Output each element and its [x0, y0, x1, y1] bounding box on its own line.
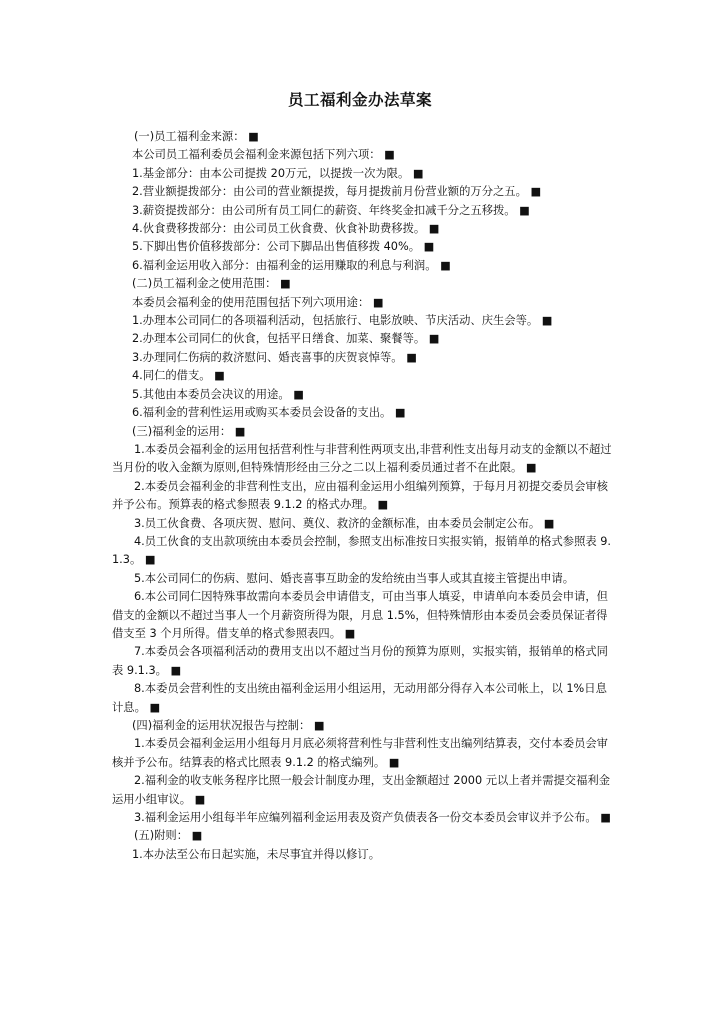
paragraph: 2.办理本公司同仁的伙食，包括平日缮食、加菜、聚餐等。 ■: [132, 332, 440, 346]
paragraph: 6.本公司同仁因特殊事故需向本委员会申请借支，可由当事人填妥，申请单向本委员会申请，但借支的金额以不超过当事人一个月薪资所得为限，月息 1.5%，但特殊情形由本委员会委员保证者得借支至 3 个月所得。借支单的格式参照表四。 ■: [112, 590, 608, 640]
paragraph: 2.本委员会福利金的非营利性支出，应由福利金运用小组编列预算，于每月月初提交委员会审核并予公布。预算表的格式参照表 9.1.2 的格式办理。 ■: [112, 479, 608, 512]
paragraph: 1.基金部分：由本公司提拨 20万元，以提拨一次为限。 ■: [132, 166, 424, 180]
paragraph: (三)福利金的运用： ■: [132, 424, 246, 438]
paragraph: 1.本委员会福利金的运用包括营利性与非营利性两项支出,非营利性支出每月动支的金额以不超过当月份的收入金额为原则,但特殊情形经由三分之二以上福利委员通过者不在此限。 ■: [112, 442, 612, 475]
paragraph: 6.福利金的营利性运用或购买本委员会设备的支出。 ■: [132, 406, 406, 420]
paragraph: 6.福利金运用收入部分：由福利金的运用赚取的利息与利润。 ■: [132, 258, 451, 272]
paragraph: 4.员工伙食的支出款项统由本委员会控制，参照支出标准按日实报实销，报销单的格式参照表 9.1.3。 ■: [112, 534, 612, 567]
paragraph: 3.薪资提拨部分：由公司所有员工同仁的薪资、年终奖金扣减千分之五移拨。 ■: [132, 203, 530, 217]
paragraph: 1.本委员会福利金运用小组每月月底必须将营利性与非营利性支出编列结算表，交付本委员会审核并予公布。结算表的格式比照表 9.1.2 的格式编列。 ■: [112, 737, 608, 769]
paragraph: 本公司员工福利委员会福利金来源包括下列六项： ■: [132, 148, 395, 162]
paragraph: (五)附则： ■: [134, 829, 203, 843]
paragraph: (二)员工福利金之使用范围： ■: [132, 277, 291, 291]
paragraph: 5.下脚出售价值移拨部分：公司下脚品出售值移拨 40%。 ■: [132, 240, 435, 254]
document-title: 员工福利金办法草案: [287, 91, 432, 109]
paragraph: (四)福利金的运用状况报告与控制： ■: [132, 719, 325, 732]
paragraph: 2.营业额提拨部分：由公司的营业额提拨，每月提拨前月份营业额的万分之五。 ■: [132, 185, 542, 199]
paragraph: 3.福利金运用小组每半年应编列福利金运用表及资产负债表各一份交本委员会审议并予公布。 ■: [134, 811, 611, 825]
paragraph: 5.本公司同仁的伤病、慰问、婚丧喜事互助金的发给统由当事人或其直接主管提出申请。: [134, 571, 575, 585]
document-body: [112, 128, 616, 864]
paragraph: 4.同仁的借支。 ■: [132, 369, 225, 383]
paragraph: 1.本办法至公布日起实施，未尽事宜并得以修订。: [132, 847, 381, 861]
paragraph: (一)员工福利金来源： ■: [134, 130, 259, 143]
paragraph: 8.本委员会营利性的支出统由福利金运用小组运用，无动用部分得存入本公司帐上，以 1%日息计息。 ■: [112, 682, 607, 714]
paragraph: 5.其他由本委员会决议的用途。 ■: [132, 387, 304, 401]
paragraph: 3.员工伙食费、各项庆贺、慰问、奠仪、救济的金额标准，由本委员会制定公布。 ■: [134, 516, 555, 530]
paragraph: 本委员会福利金的使用范围包括下列六项用途： ■: [132, 295, 384, 309]
paragraph: 7.本委员会各项福利活动的费用支出以不超过当月份的预算为原则，实报实销，报销单的格式同表 9.1.3。 ■: [112, 645, 608, 677]
paragraph: 3.办理同仁伤病的救济慰问、婚丧喜事的庆贺哀悼等。 ■: [132, 350, 417, 364]
paragraph: 2.福利金的收支帐务程序比照一般会计制度办理，支出金额超过 2000 元以上者并需提交福利金运用小组审议。 ■: [112, 774, 610, 806]
paragraph: 1.办理本公司同仁的各项福利活动，包括旅行、电影放映、节庆活动、庆生会等。 ■: [132, 314, 553, 328]
paragraph: 4.伙食费移拨部分：由公司员工伙食费、伙食补助费移拨。 ■: [132, 222, 440, 236]
